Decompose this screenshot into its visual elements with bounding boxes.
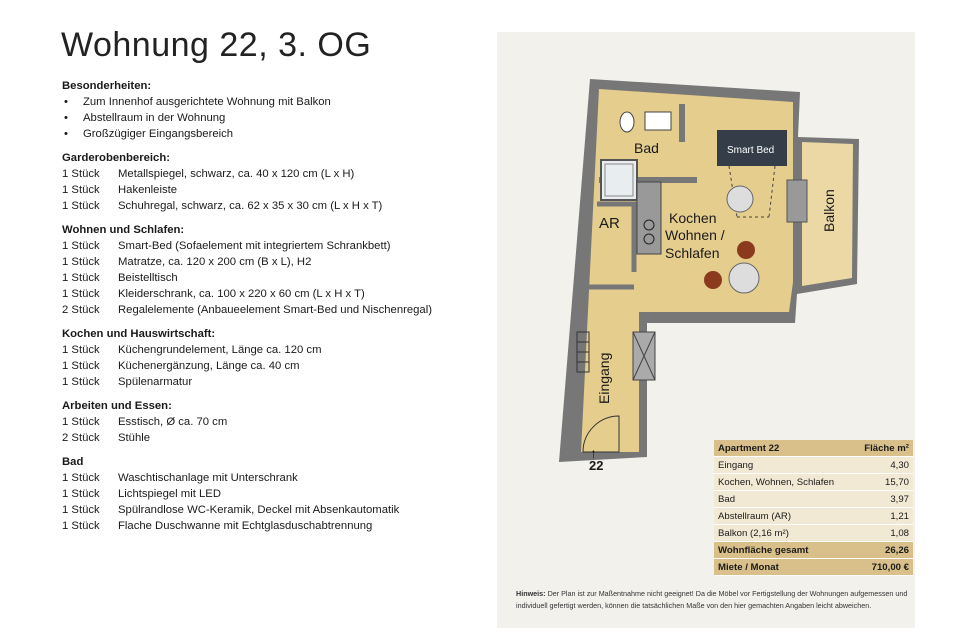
item-text: Waschtischanlage mit Unterschrank [118,472,298,484]
table-row [714,491,913,508]
floorplan-panel [497,32,915,628]
quantity: 1 Stück [62,184,100,196]
section-wohnen [62,222,482,318]
header-cell: Apartment 22 [714,440,854,457]
chair [737,241,755,259]
entrance-arrow-icon: ↑ [590,445,597,461]
note-text: Der Plan ist zur Maßentnahme nicht geeignet! Da die Möbel vor Fertigstellung der Wohnungen aufgemessen und individuell gefertigt werden, können die tatsächlichen Maße von den hier gemachten Angaben leicht abweichen. [516,589,908,610]
table-cell: Balkon (2,16 m²) [714,525,854,542]
item-text: Küchenergänzung, Länge ca. 40 cm [118,360,300,372]
room-label-schlafen: Schlafen [665,245,720,261]
section-heading: Kochen und Hauswirtschaft: [62,328,216,340]
list-item [62,470,482,486]
dining-table [729,263,759,293]
item-text: Esstisch, Ø ca. 70 cm [118,416,228,428]
smart-bed-label: Smart Bed [727,145,775,156]
room-label-eingang: Eingang [596,352,612,404]
table-row [714,508,913,525]
item-text: Smart-Bed (Sofaelement mit integriertem Schrankbett) [118,240,391,252]
room-label-ar: AR [599,215,620,232]
table-cell: 26,26 [854,542,913,559]
list-item [62,270,482,286]
item-text: Regalelemente (Anbaueelement Smart-Bed und Nischenregal) [118,304,432,316]
item-text: Hakenleiste [118,184,178,196]
quantity: 2 Stück [62,304,100,316]
list-item [62,238,482,254]
section-kochen [62,326,482,390]
quantity: 1 Stück [62,240,100,252]
item-text: Beistelltisch [118,272,178,284]
table-rent-row [714,559,913,576]
list-item [62,182,482,198]
section-heading: Besonderheiten: [62,80,152,92]
shower [601,160,637,200]
table-cell: 710,00 € [854,559,913,576]
table-cell: Kochen, Wohnen, Schlafen [714,474,854,491]
list-item [62,286,482,302]
list-item [62,342,482,358]
sink [645,112,671,130]
quantity: 1 Stück [62,520,100,532]
item-text: Flache Duschwanne mit Echtglasduschabtrennung [118,520,373,532]
section-besonderheiten [62,78,482,142]
item-text: Spülrandlose WC-Keramik, Deckel mit Absenkautomatik [118,504,400,516]
quantity: 1 Stück [62,168,100,180]
bullet-item: • Großzügiger Eingangsbereich [62,126,482,142]
list-item [62,502,482,518]
list-item [62,486,482,502]
quantity: 1 Stück [62,472,100,484]
toilet [620,112,634,132]
quantity: 2 Stück [62,432,100,444]
list-item [62,254,482,270]
table-cell: Miete / Monat [714,559,854,576]
section-arbeiten [62,398,482,446]
quantity: 1 Stück [62,200,100,212]
table-cell: Eingang [714,457,854,474]
floor-plan [497,32,915,472]
list-item [62,414,482,430]
item-text: Spülenarmatur [118,376,193,388]
room-label-balkon: Balkon [821,189,837,232]
item-text: Schuhregal, schwarz, ca. 62 x 35 x 30 cm (L x H x T) [118,200,383,212]
apartment-number: 22 [589,458,604,472]
chair [704,271,722,289]
list-item [62,358,482,374]
quantity: 1 Stück [62,344,100,356]
item-text: Küchengrundelement, Länge ca. 120 cm [118,344,322,356]
features-list [62,78,482,542]
table-row [714,457,913,474]
item-text: Matratze, ca. 120 x 200 cm (B x L), H2 [118,256,312,268]
quantity: 1 Stück [62,360,100,372]
kitchen-counter [637,182,661,254]
section-heading: Bad [62,456,84,468]
table-cell: 4,30 [854,457,913,474]
item-text: Lichtspiegel mit LED [118,488,221,500]
quantity: 1 Stück [62,376,100,388]
table-total-row [714,542,913,559]
table-header [714,440,913,457]
list-item [62,518,482,534]
quantity: 1 Stück [62,504,100,516]
page-title: Wohnung 22, 3. OG [61,26,372,64]
quantity: 1 Stück [62,488,100,500]
section-bad [62,454,482,534]
item-text: Kleiderschrank, ca. 100 x 220 x 60 cm (L x H x T) [118,288,365,300]
item-text: Stühle [118,432,151,444]
quantity: 1 Stück [62,288,100,300]
room-label-bad: Bad [634,140,659,156]
header-cell: Fläche m² [854,440,913,457]
bullet-item: • Abstellraum in der Wohnung [62,110,482,126]
area-table [714,440,913,576]
list-item [62,198,482,214]
quantity: 1 Stück [62,256,100,268]
section-heading: Garderobenbereich: [62,152,170,164]
room-label-wohnen: Wohnen / [665,227,725,243]
quantity: 1 Stück [62,416,100,428]
table-cell: Wohnfläche gesamt [714,542,854,559]
table-cell: 15,70 [854,474,913,491]
list-item [62,302,482,318]
item-text: Metallspiegel, schwarz, ca. 40 x 120 cm (L x H) [118,168,355,180]
disclaimer-note [516,588,908,612]
table-cell: 1,08 [854,525,913,542]
section-heading: Wohnen und Schlafen: [62,224,185,236]
quantity: 1 Stück [62,272,100,284]
table-cell: 1,21 [854,508,913,525]
section-garderobe [62,150,482,214]
table-row [714,525,913,542]
list-item [62,430,482,446]
table-cell: 3,97 [854,491,913,508]
list-item [62,374,482,390]
table-cell: Bad [714,491,854,508]
wardrobe [787,180,807,222]
side-table [727,186,753,212]
section-heading: Arbeiten und Essen: [62,400,172,412]
note-label: Hinweis: [516,589,546,598]
table-row [714,474,913,491]
table-cell: Abstellraum (AR) [714,508,854,525]
list-item [62,166,482,182]
room-label-kochen: Kochen [669,210,717,226]
bullet-item: • Zum Innenhof ausgerichtete Wohnung mit Balkon [62,94,482,110]
